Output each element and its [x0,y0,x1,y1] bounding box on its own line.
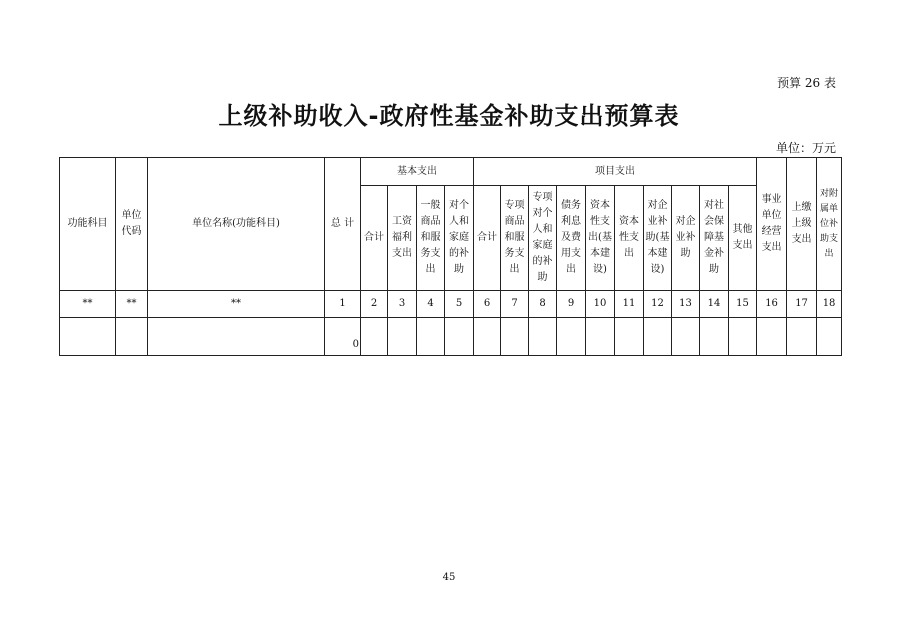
data-cell [474,318,501,356]
num-cell: 8 [529,291,557,318]
num-cell: 2 [361,291,388,318]
num-cell: 18 [817,291,842,318]
num-cell: 9 [557,291,586,318]
data-cell [417,318,445,356]
data-cell [501,318,529,356]
num-cell: 14 [700,291,729,318]
header-project-subtotal: 合计 [474,186,501,291]
data-cell [615,318,644,356]
header-row-groups [60,158,842,186]
form-number: 预算 26 表 [777,76,836,90]
header-project-group: 项目支出 [474,158,757,186]
header-institution: 事业单位经营支出 [757,158,787,291]
num-cell-func: ** [60,291,116,318]
data-cell [644,318,672,356]
data-cell [361,318,388,356]
num-cell: 10 [586,291,615,318]
num-cell-code: ** [116,291,148,318]
header-project-special-household: 专项对个人和家庭的补助 [529,186,557,291]
data-cell [700,318,729,356]
data-cell [148,318,325,356]
header-project-capital-basic: 资本性支出(基本建设) [586,186,615,291]
header-total: 总 计 [325,158,361,291]
data-cell [586,318,615,356]
num-cell: 4 [417,291,445,318]
unit-label: 单位：万元 [775,141,836,155]
num-cell: 5 [445,291,474,318]
header-affiliated: 对附属单位补助支出 [817,158,842,291]
header-project-capital: 资本性支出 [615,186,644,291]
page-title: 上级补助收入-政府性基金补助支出预算表 [218,102,680,130]
header-basic-salary: 工资福利支出 [388,186,417,291]
data-cell [757,318,787,356]
num-cell: 16 [757,291,787,318]
header-project-debt: 债务利息及费用支出 [557,186,586,291]
header-basic-goods: 一般商品和服务支出 [417,186,445,291]
header-upper: 上缴上级支出 [787,158,817,291]
num-cell: 11 [615,291,644,318]
header-func-subject: 功能科目 [60,158,116,291]
header-basic-household: 对个人和家庭的补助 [445,186,474,291]
data-cell [787,318,817,356]
data-cell [529,318,557,356]
num-cell: 6 [474,291,501,318]
header-unit-code: 单位代码 [116,158,148,291]
num-cell: 1 [325,291,361,318]
header-project-other: 其他支出 [729,186,757,291]
data-cell [817,318,842,356]
num-cell: 3 [388,291,417,318]
page-number: 45 [442,572,456,583]
header-unit-name: 单位名称(功能科目) [148,158,325,291]
data-cell [445,318,474,356]
num-cell: 13 [672,291,700,318]
header-basic-subtotal: 合计 [361,186,388,291]
data-cell [388,318,417,356]
header-project-social-security: 对社会保障基金补助 [700,186,729,291]
number-row [60,291,842,318]
num-cell: 7 [501,291,529,318]
num-cell: 17 [787,291,817,318]
num-cell: 15 [729,291,757,318]
data-cell-total: 0 [325,318,361,356]
header-basic-group: 基本支出 [361,158,474,186]
header-project-enterprise: 对企业补助 [672,186,700,291]
num-cell: 12 [644,291,672,318]
data-cell [557,318,586,356]
header-project-enterprise-basic: 对企业补助(基本建设) [644,186,672,291]
data-row [60,318,842,356]
data-cell [60,318,116,356]
data-cell [729,318,757,356]
data-cell [116,318,148,356]
budget-table [59,157,842,356]
header-project-special-goods: 专项商品和服务支出 [501,186,529,291]
num-cell-name: ** [148,291,325,318]
data-cell [672,318,700,356]
